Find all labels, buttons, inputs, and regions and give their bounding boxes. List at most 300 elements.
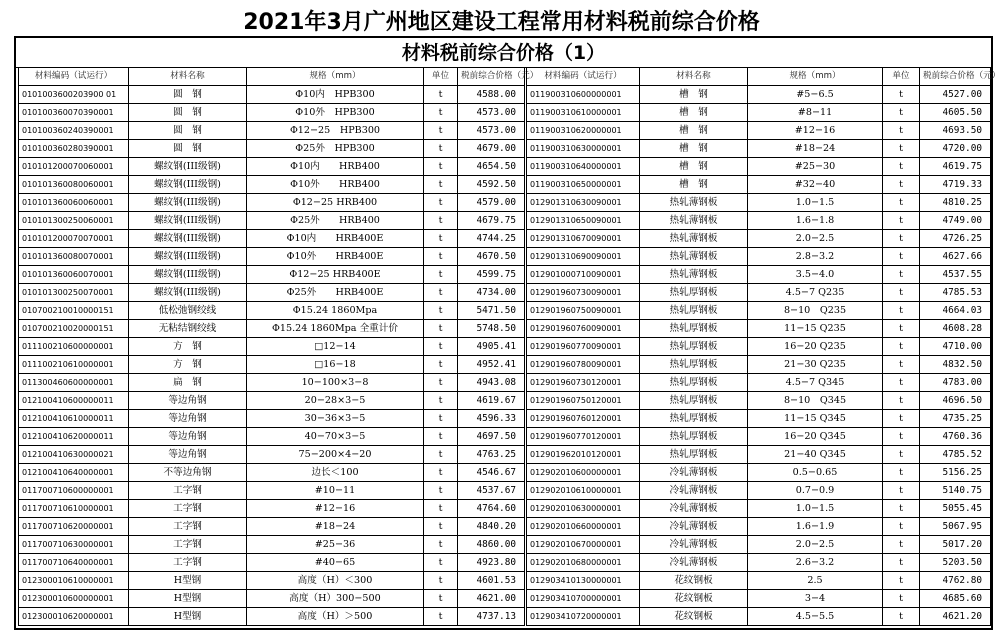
table-header-row (19, 68, 525, 86)
price-cell: 4627.66 (920, 248, 991, 266)
code-cell: 012300010610000001 (19, 572, 129, 590)
right-price-table (526, 67, 1001, 626)
spec-cell: #12−16 (247, 500, 424, 518)
spec-cell: 11−15 Q235 (748, 320, 883, 338)
spec-cell: 8−10 Q235 (748, 302, 883, 320)
table-row (19, 140, 525, 158)
spec-cell: #25−36 (247, 536, 424, 554)
code-cell: 0101003600203900 01 (19, 86, 129, 104)
name-cell: 螺纹钢(III级钢) (129, 158, 247, 176)
unit-cell: t (883, 176, 920, 194)
spec-cell: Φ25外 HRB400E (247, 284, 424, 302)
name-cell: 槽 钢 (640, 104, 748, 122)
table-row (19, 608, 525, 626)
code-cell: 011700710630000001 (19, 536, 129, 554)
price-cell: 4621.20 (920, 608, 991, 626)
table-row (19, 284, 525, 302)
name-cell: 方 钢 (129, 338, 247, 356)
price-cell: 4923.80 (458, 554, 525, 572)
code-cell: 011900310650000001 (527, 176, 640, 194)
unit-cell: t (424, 608, 458, 626)
name-cell: 花纹钢板 (640, 608, 748, 626)
code-cell: 012903410720000001 (527, 608, 640, 626)
unit-cell: t (883, 86, 920, 104)
unit-cell: t (424, 482, 458, 500)
unit-cell: t (424, 374, 458, 392)
unit-cell: t (883, 140, 920, 158)
name-cell: 螺纹钢(III级钢) (129, 176, 247, 194)
code-cell: 011100210600000001 (19, 338, 129, 356)
price-cell: 4943.08 (458, 374, 525, 392)
unit-cell: t (424, 410, 458, 428)
name-cell: 热轧薄钢板 (640, 266, 748, 284)
table-row (527, 500, 991, 518)
name-cell: 槽 钢 (640, 122, 748, 140)
name-cell: 热轧薄钢板 (640, 194, 748, 212)
name-cell: 冷轧薄钢板 (640, 482, 748, 500)
spec-cell: #25−30 (748, 158, 883, 176)
spec-cell: □12−14 (247, 338, 424, 356)
price-cell: 4579.00 (458, 194, 525, 212)
spec-cell: 高度（H）300−500 (247, 590, 424, 608)
code-cell: 012901960730120001 (527, 374, 640, 392)
unit-cell: t (424, 158, 458, 176)
code-cell: 012901310670090001 (527, 230, 640, 248)
price-cell: 4762.80 (920, 572, 991, 590)
name-cell: 热轧厚钢板 (640, 338, 748, 356)
table-row (527, 374, 991, 392)
unit-cell: t (883, 158, 920, 176)
spec-cell: #5−6.5 (748, 86, 883, 104)
unit-cell: t (883, 248, 920, 266)
table-row (19, 248, 525, 266)
spec-cell: Φ10外 HRB400E (247, 248, 424, 266)
name-cell: 槽 钢 (640, 86, 748, 104)
price-cell: 5471.50 (458, 302, 525, 320)
spec-cell: 1.6−1.8 (748, 212, 883, 230)
code-cell: 011700710640000001 (19, 554, 129, 572)
unit-cell: t (424, 320, 458, 338)
unit-cell: t (424, 572, 458, 590)
price-cell: 4546.67 (458, 464, 525, 482)
spec-cell: 2.5 (748, 572, 883, 590)
code-cell: 011900310600000001 (527, 86, 640, 104)
code-cell: 010700210010000151 (19, 302, 129, 320)
code-cell: 012901960730090001 (527, 284, 640, 302)
price-cell: 4679.00 (458, 140, 525, 158)
table-row (19, 374, 525, 392)
price-cell: 4537.67 (458, 482, 525, 500)
name-cell: 热轧厚钢板 (640, 392, 748, 410)
spec-cell: 21−40 Q345 (748, 446, 883, 464)
code-cell: 012902010610000001 (527, 482, 640, 500)
unit-cell: t (883, 572, 920, 590)
name-cell: 等边角钢 (129, 428, 247, 446)
header-price: 税前综合价格（元） (458, 68, 525, 86)
price-cell: 4693.50 (920, 122, 991, 140)
name-cell: 工字钢 (129, 536, 247, 554)
name-cell: 热轧薄钢板 (640, 230, 748, 248)
code-cell: 011900310640000001 (527, 158, 640, 176)
unit-cell: t (424, 140, 458, 158)
spec-cell: 0.5−0.65 (748, 464, 883, 482)
code-cell: 011300460600000001 (19, 374, 129, 392)
name-cell: 冷轧薄钢板 (640, 554, 748, 572)
table-row (527, 572, 991, 590)
code-cell: 012901310690090001 (527, 248, 640, 266)
table-row (527, 446, 991, 464)
name-cell: 工字钢 (129, 500, 247, 518)
spec-cell: 30−36×3−5 (247, 410, 424, 428)
price-cell: 4537.55 (920, 266, 991, 284)
table-row (19, 320, 525, 338)
unit-cell: t (883, 302, 920, 320)
name-cell: 热轧厚钢板 (640, 446, 748, 464)
table-row (19, 122, 525, 140)
spec-cell: Φ15.24 1860Mpa 全重计价 (247, 320, 424, 338)
name-cell: 低松弛钢绞线 (129, 302, 247, 320)
price-cell: 4573.00 (458, 104, 525, 122)
name-cell: 冷轧薄钢板 (640, 536, 748, 554)
spec-cell: #12−16 (748, 122, 883, 140)
price-cell: 4621.00 (458, 590, 525, 608)
code-cell: 012901960760120001 (527, 410, 640, 428)
code-cell: 012902010670000001 (527, 536, 640, 554)
name-cell: 冷轧薄钢板 (640, 464, 748, 482)
spec-cell: Φ12−25 HRB400 (247, 194, 424, 212)
table-row (19, 500, 525, 518)
table-row (19, 86, 525, 104)
table-row (19, 446, 525, 464)
spec-cell: 4.5−5.5 (748, 608, 883, 626)
unit-cell: t (424, 536, 458, 554)
table-row (19, 302, 525, 320)
code-cell: 012902010630000001 (527, 500, 640, 518)
table-row (19, 590, 525, 608)
table-row (527, 482, 991, 500)
unit-cell: t (424, 212, 458, 230)
table-row (527, 464, 991, 482)
code-cell: 011900310620000001 (527, 122, 640, 140)
table-row (527, 338, 991, 356)
table-row (527, 284, 991, 302)
unit-cell: t (424, 284, 458, 302)
spec-cell: #18−24 (247, 518, 424, 536)
header-name: 材料名称 (129, 68, 247, 86)
table-row (527, 212, 991, 230)
code-cell: 012901960750090001 (527, 302, 640, 320)
unit-cell: t (883, 590, 920, 608)
price-cell: 4720.00 (920, 140, 991, 158)
table-row (527, 410, 991, 428)
name-cell: 热轧厚钢板 (640, 428, 748, 446)
table-row (527, 176, 991, 194)
name-cell: 工字钢 (129, 518, 247, 536)
unit-cell: t (883, 122, 920, 140)
name-cell: 冷轧薄钢板 (640, 518, 748, 536)
spec-cell: Φ10外 HRB400 (247, 176, 424, 194)
price-cell: 4619.75 (920, 158, 991, 176)
price-cell: 4527.00 (920, 86, 991, 104)
name-cell: 花纹钢板 (640, 572, 748, 590)
unit-cell: t (883, 212, 920, 230)
spec-cell: 2.0−2.5 (748, 536, 883, 554)
spec-cell: 2.0−2.5 (748, 230, 883, 248)
price-cell: 4719.33 (920, 176, 991, 194)
table-row (19, 464, 525, 482)
price-cell: 4737.13 (458, 608, 525, 626)
spec-cell: 11−15 Q345 (748, 410, 883, 428)
table-row (527, 392, 991, 410)
table-row (527, 356, 991, 374)
spec-cell: Φ25外 HPB300 (247, 140, 424, 158)
code-cell: 011900310630000001 (527, 140, 640, 158)
unit-cell: t (883, 428, 920, 446)
unit-cell: t (883, 446, 920, 464)
price-cell: 4654.50 (458, 158, 525, 176)
code-cell: 010101300250060001 (19, 212, 129, 230)
table-row (527, 428, 991, 446)
unit-cell: t (883, 338, 920, 356)
table-row (19, 536, 525, 554)
code-cell: 010100360240390001 (19, 122, 129, 140)
unit-cell: t (424, 392, 458, 410)
code-cell: 010101300250070001 (19, 284, 129, 302)
header-unit: 单位 (424, 68, 458, 86)
price-cell: 4679.75 (458, 212, 525, 230)
spec-cell: 高度（H）＜300 (247, 572, 424, 590)
table-header-row (527, 68, 991, 86)
table-row (527, 590, 991, 608)
spec-cell: Φ12−25 HRB400E (247, 266, 424, 284)
price-cell: 5055.45 (920, 500, 991, 518)
name-cell: 扁 钢 (129, 374, 247, 392)
code-cell: 012100410620000011 (19, 428, 129, 446)
spec-cell: 3−4 (748, 590, 883, 608)
price-cell: 4685.60 (920, 590, 991, 608)
unit-cell: t (424, 590, 458, 608)
code-cell: 010101360060060001 (19, 194, 129, 212)
name-cell: 花纹钢板 (640, 590, 748, 608)
code-cell: 011700710620000001 (19, 518, 129, 536)
price-cell: 4785.53 (920, 284, 991, 302)
code-cell: 012901310650090001 (527, 212, 640, 230)
price-cell: 4832.50 (920, 356, 991, 374)
price-cell: 4592.50 (458, 176, 525, 194)
table-row (19, 158, 525, 176)
spec-cell: Φ10外 HPB300 (247, 104, 424, 122)
name-cell: 方 钢 (129, 356, 247, 374)
unit-cell: t (424, 464, 458, 482)
header-code: 材料编码（试运行） (19, 68, 129, 86)
code-cell: 012901000710090001 (527, 266, 640, 284)
spec-cell: 16−20 Q235 (748, 338, 883, 356)
code-cell: 011700710600000001 (19, 482, 129, 500)
price-cell: 5748.50 (458, 320, 525, 338)
unit-cell: t (424, 266, 458, 284)
table-row (19, 266, 525, 284)
table-row (527, 140, 991, 158)
price-cell: 4760.36 (920, 428, 991, 446)
code-cell: 010700210020000151 (19, 320, 129, 338)
code-cell: 012902010660000001 (527, 518, 640, 536)
price-cell: 4608.28 (920, 320, 991, 338)
header-spec: 规格（mm） (247, 68, 424, 86)
unit-cell: t (424, 518, 458, 536)
name-cell: 等边角钢 (129, 392, 247, 410)
unit-cell: t (424, 302, 458, 320)
table-row (19, 392, 525, 410)
code-cell: 012901960770090001 (527, 338, 640, 356)
price-cell: 4588.00 (458, 86, 525, 104)
price-cell: 4601.53 (458, 572, 525, 590)
table-row (527, 536, 991, 554)
price-cell: 4810.25 (920, 194, 991, 212)
code-cell: 012901310630090001 (527, 194, 640, 212)
spec-cell: 1.6−1.9 (748, 518, 883, 536)
spec-cell: 21−30 Q235 (748, 356, 883, 374)
name-cell: 螺纹钢(III级钢) (129, 284, 247, 302)
price-cell: 4764.60 (458, 500, 525, 518)
name-cell: 热轧厚钢板 (640, 284, 748, 302)
unit-cell: t (883, 194, 920, 212)
spec-cell: Φ10内 HPB300 (247, 86, 424, 104)
unit-cell: t (883, 410, 920, 428)
price-cell: 4596.33 (458, 410, 525, 428)
price-cell: 4952.41 (458, 356, 525, 374)
spec-cell: 4.5−7 Q345 (748, 374, 883, 392)
code-cell: 012902010680000001 (527, 554, 640, 572)
name-cell: 圆 钢 (129, 86, 247, 104)
name-cell: 等边角钢 (129, 446, 247, 464)
unit-cell: t (883, 266, 920, 284)
code-cell: 012100410610000011 (19, 410, 129, 428)
price-cell: 4905.41 (458, 338, 525, 356)
spec-cell: 1.0−1.5 (748, 194, 883, 212)
name-cell: 圆 钢 (129, 140, 247, 158)
unit-cell: t (883, 464, 920, 482)
price-cell: 4840.20 (458, 518, 525, 536)
spec-cell: #32−40 (748, 176, 883, 194)
price-cell: 5203.50 (920, 554, 991, 572)
spec-cell: Φ10内 HRB400 (247, 158, 424, 176)
unit-cell: t (424, 194, 458, 212)
spec-cell: 0.7−0.9 (748, 482, 883, 500)
spec-cell: Φ12−25 HPB300 (247, 122, 424, 140)
spec-cell: 16−20 Q345 (748, 428, 883, 446)
price-cell: 5156.25 (920, 464, 991, 482)
name-cell: 热轧厚钢板 (640, 374, 748, 392)
table-row (527, 194, 991, 212)
price-cell: 5067.95 (920, 518, 991, 536)
price-cell: 4619.67 (458, 392, 525, 410)
table-row (527, 158, 991, 176)
spec-cell: □16−18 (247, 356, 424, 374)
table-row (527, 320, 991, 338)
unit-cell: t (424, 248, 458, 266)
spec-cell: 4.5−7 Q235 (748, 284, 883, 302)
price-cell: 4670.50 (458, 248, 525, 266)
table-row (19, 194, 525, 212)
name-cell: H型钢 (129, 590, 247, 608)
price-cell: 4763.25 (458, 446, 525, 464)
spec-cell: 2.6−3.2 (748, 554, 883, 572)
name-cell: 槽 钢 (640, 176, 748, 194)
unit-cell: t (883, 392, 920, 410)
unit-cell: t (424, 86, 458, 104)
unit-cell: t (883, 284, 920, 302)
name-cell: 螺纹钢(III级钢) (129, 194, 247, 212)
name-cell: 螺纹钢(III级钢) (129, 266, 247, 284)
table-row (19, 338, 525, 356)
table-subtitle: 材料税前综合价格（1） (16, 38, 991, 68)
unit-cell: t (883, 104, 920, 122)
spec-cell: 8−10 Q345 (748, 392, 883, 410)
code-cell: 012902010600000001 (527, 464, 640, 482)
table-row (19, 230, 525, 248)
unit-cell: t (883, 554, 920, 572)
code-cell: 012300010620000001 (19, 608, 129, 626)
name-cell: 等边角钢 (129, 410, 247, 428)
name-cell: 热轧厚钢板 (640, 410, 748, 428)
price-cell: 4605.50 (920, 104, 991, 122)
spec-cell: #18−24 (748, 140, 883, 158)
code-cell: 010101200070060001 (19, 158, 129, 176)
spec-cell: Φ15.24 1860Mpa (247, 302, 424, 320)
price-cell: 5017.20 (920, 536, 991, 554)
spec-cell: 3.5−4.0 (748, 266, 883, 284)
spec-cell: #10−11 (247, 482, 424, 500)
name-cell: 热轧厚钢板 (640, 320, 748, 338)
code-cell: 010101200070070001 (19, 230, 129, 248)
unit-cell: t (883, 518, 920, 536)
spec-cell: Φ10内 HRB400E (247, 230, 424, 248)
name-cell: 工字钢 (129, 482, 247, 500)
code-cell: 010101360080060001 (19, 176, 129, 194)
spec-cell: #40−65 (247, 554, 424, 572)
table-row (527, 302, 991, 320)
unit-cell: t (424, 446, 458, 464)
spec-cell: 高度（H）＞500 (247, 608, 424, 626)
table-row (19, 212, 525, 230)
table-row (19, 482, 525, 500)
unit-cell: t (883, 230, 920, 248)
spec-cell: 40−70×3−5 (247, 428, 424, 446)
price-cell: 4735.25 (920, 410, 991, 428)
spec-cell: 边长＜100 (247, 464, 424, 482)
price-cell: 4710.00 (920, 338, 991, 356)
header-price: 税前综合价格（元） (920, 68, 991, 86)
name-cell: H型钢 (129, 608, 247, 626)
code-cell: 010100360280390001 (19, 140, 129, 158)
table-row (19, 572, 525, 590)
price-cell: 4860.00 (458, 536, 525, 554)
unit-cell: t (424, 338, 458, 356)
name-cell: 圆 钢 (129, 104, 247, 122)
table-row (19, 176, 525, 194)
table-row (527, 608, 991, 626)
unit-cell: t (883, 356, 920, 374)
code-cell: 011900310610000001 (527, 104, 640, 122)
table-row (527, 266, 991, 284)
code-cell: 011700710610000001 (19, 500, 129, 518)
spec-cell: 2.8−3.2 (748, 248, 883, 266)
header-name: 材料名称 (640, 68, 748, 86)
table-row (527, 104, 991, 122)
unit-cell: t (424, 122, 458, 140)
code-cell: 010101360080070001 (19, 248, 129, 266)
name-cell: 螺纹钢(III级钢) (129, 230, 247, 248)
